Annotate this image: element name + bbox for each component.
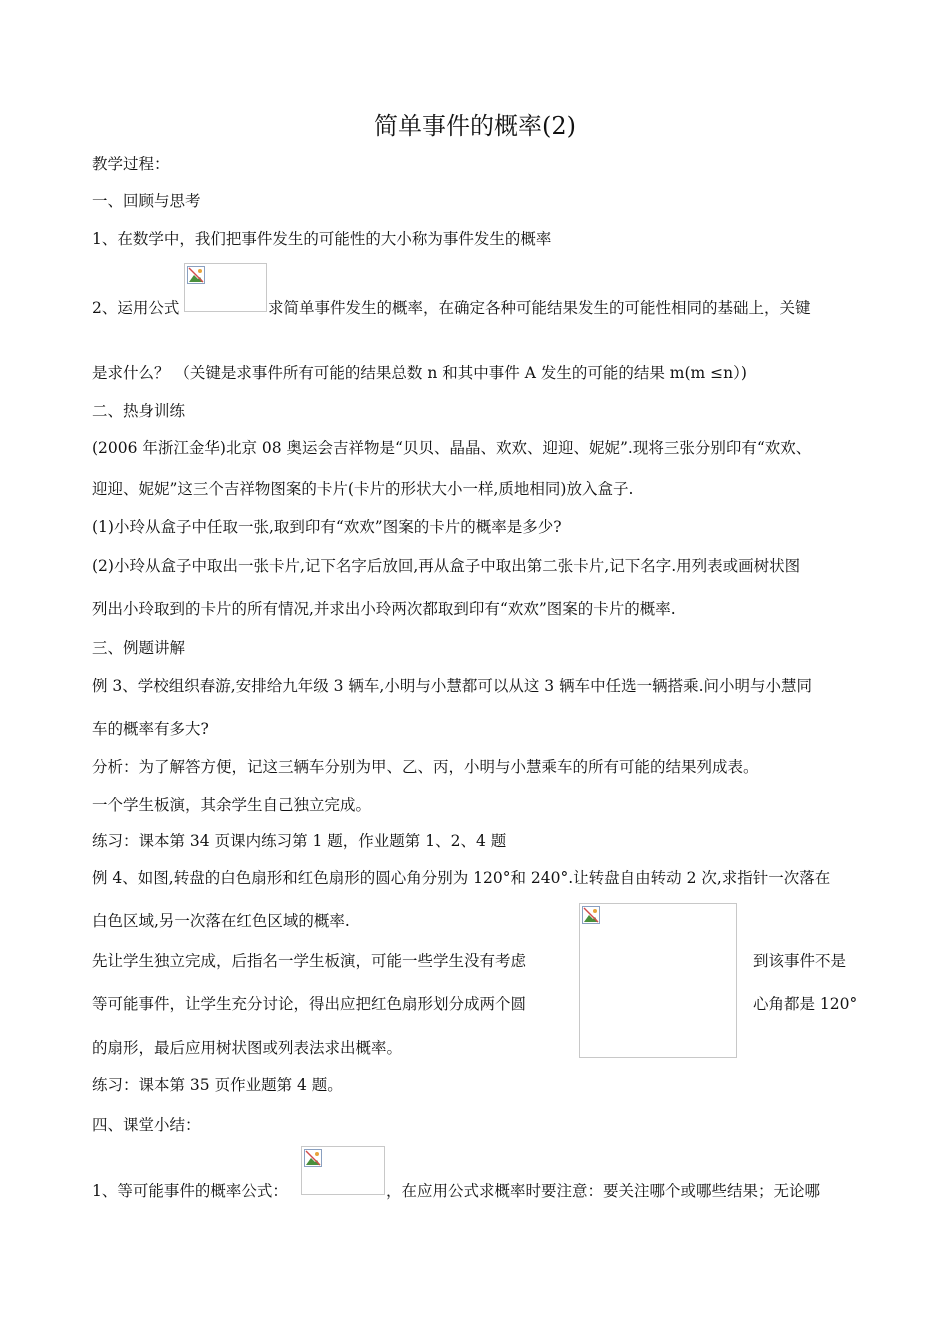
- text-line: 迎迎、妮妮”这三个吉祥物图案的卡片(卡片的形状大小一样,质地相同)放入盒子.: [92, 480, 634, 498]
- broken-image-icon: [187, 266, 205, 284]
- text-line: 教学过程：: [92, 155, 170, 173]
- text-line: 是求什么？ （关键是求事件所有可能的结果总数 n 和其中事件 A 发生的可能的结果 m(m ≤n）): [92, 364, 747, 382]
- text-line: 练习：课本第 35 页作业题第 4 题。: [92, 1076, 343, 1094]
- text-line: 例 4、如图,转盘的白色扇形和红色扇形的圆心角分别为 120°和 240°.让转盘自由转动 2 次,求指针一次落在: [92, 869, 831, 887]
- text-line: 一个学生板演，其余学生自己独立完成。: [92, 796, 372, 814]
- document-title: 简单事件的概率(2): [374, 112, 576, 140]
- text-line: 到该事件不是: [753, 952, 847, 970]
- text-line: 1、等可能事件的概率公式：: [92, 1182, 288, 1200]
- text-line: 等可能事件，让学生充分讨论，得出应把红色扇形划分成两个圆: [92, 995, 527, 1013]
- text-line: 先让学生独立完成，后指名一学生板演，可能一些学生没有考虑: [92, 952, 527, 970]
- section-heading: 二、热身训练: [92, 402, 186, 420]
- text-line: 2、运用公式: [92, 299, 180, 317]
- section-heading: 三、例题讲解: [92, 639, 186, 657]
- section-heading: 四、课堂小结：: [92, 1116, 201, 1134]
- text-line: (1)小玲从盒子中任取一张,取到印有“欢欢”图案的卡片的概率是多少?: [92, 518, 562, 536]
- text-line: 车的概率有多大?: [92, 720, 209, 738]
- text-line: 求简单事件发生的概率，在确定各种可能结果发生的可能性相同的基础上，关键: [268, 299, 811, 317]
- text-line: (2)小玲从盒子中取出一张卡片,记下名字后放回,再从盒子中取出第二张卡片,记下名字.用列表或画树状图: [92, 557, 801, 575]
- text-line: 练习：课本第 34 页课内练习第 1 题，作业题第 1、2、4 题: [92, 832, 507, 850]
- formula-image: [184, 263, 267, 312]
- spinner-figure-image: [579, 903, 737, 1058]
- text-line: 白色区域,另一次落在红色区域的概率.: [92, 912, 350, 930]
- broken-image-icon: [582, 906, 600, 924]
- text-line: 1、在数学中，我们把事件发生的可能性的大小称为事件发生的概率: [92, 230, 552, 248]
- text-line: 的扇形，最后应用树状图或列表法求出概率。: [92, 1039, 403, 1057]
- section-heading: 一、回顾与思考: [92, 192, 201, 210]
- text-line: ，在应用公式求概率时要注意：要关注哪个或哪些结果；无论哪: [386, 1182, 821, 1200]
- text-line: 心角都是 120°: [753, 995, 858, 1013]
- broken-image-icon: [304, 1149, 322, 1167]
- formula-image: [301, 1146, 385, 1195]
- text-line: 例 3、学校组织春游,安排给九年级 3 辆车,小明与小慧都可以从这 3 辆车中任选一辆搭乘.问小明与小慧同: [92, 677, 813, 695]
- text-line: 分析：为了解答方便，记这三辆车分别为甲、乙、丙，小明与小慧乘车的所有可能的结果列成表。: [92, 758, 759, 776]
- text-line: (2006 年浙江金华)北京 08 奥运会吉祥物是“贝贝、晶晶、欢欢、迎迎、妮妮”.现将三张分别印有“欢欢、: [92, 439, 812, 457]
- text-line: 列出小玲取到的卡片的所有情况,并求出小玲两次都取到印有“欢欢”图案的卡片的概率.: [92, 600, 676, 618]
